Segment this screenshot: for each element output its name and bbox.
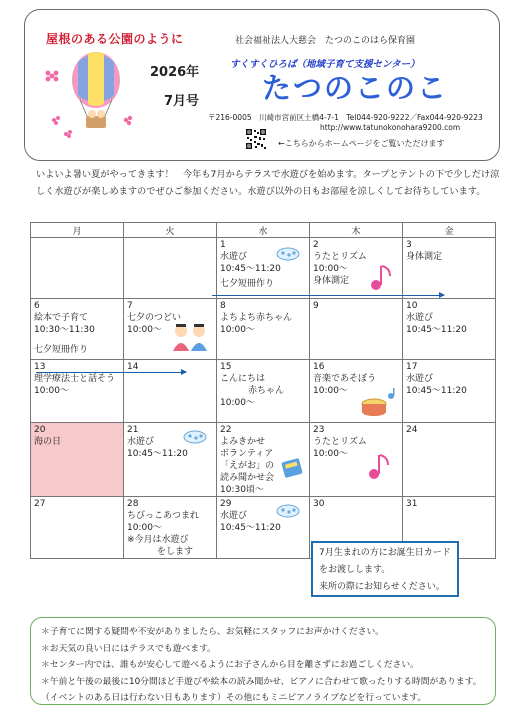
event-title: 七夕短冊作り — [220, 279, 275, 289]
event-time: 10:00～ — [220, 325, 255, 335]
event-title: 水遊び — [406, 374, 434, 384]
event-title: 音楽であそぼう — [313, 374, 377, 384]
week-row-4 — [31, 423, 496, 497]
event-time: 10:45～11:20 — [406, 386, 467, 396]
event-title: 水遊び — [127, 437, 155, 447]
weekday-wed: 水 — [217, 223, 310, 238]
event-title: 「えがお」の — [220, 461, 275, 471]
address-contact: 〒216-0005 川崎市宮前区土橋4-7-1 Tel044-920-9222／Fax044-920-9223 — [208, 113, 483, 122]
note-item: ＊センター内では、誰もが安心して遊べるようにお子さんから目を離さずにお過ごしください。 — [41, 660, 419, 670]
day-cell-22 — [217, 423, 310, 497]
event-span-arrow — [212, 295, 444, 296]
event-time: 10:45～11:20 — [406, 325, 467, 335]
event-time: 10:00～ — [34, 386, 69, 396]
day-number: 16 — [313, 362, 325, 372]
organization-name: 社会福祉法人大慈会 たつのこのはら保育園 — [235, 36, 416, 46]
event-time: 10:30頃～ — [220, 485, 264, 495]
day-number: 22 — [220, 425, 232, 435]
notice-line: 来所の際にお知らせください。 — [319, 582, 445, 592]
event-time: 10:00～ — [313, 264, 348, 274]
day-cell-10 — [403, 299, 496, 360]
event-time: 10:00～ — [127, 325, 162, 335]
event-title: 読み聞かせ会 — [220, 473, 275, 483]
notice-line: をお渡しします。 — [319, 565, 391, 575]
day-number: 17 — [406, 362, 418, 372]
weekday-mon: 月 — [31, 223, 124, 238]
day-cell-3 — [403, 238, 496, 299]
day-number: 14 — [127, 362, 139, 372]
day-number: 23 — [313, 425, 325, 435]
day-cell-8 — [217, 299, 310, 360]
day-number: 6 — [34, 301, 40, 311]
day-cell-7 — [124, 299, 217, 360]
event-title: 七夕のつどい — [127, 313, 182, 323]
balloon-illustration — [44, 46, 144, 140]
day-number: 30 — [313, 499, 325, 509]
qr-code-icon[interactable] — [245, 128, 267, 150]
event-time: 10:00～ — [220, 398, 255, 408]
day-cell-15 — [217, 360, 310, 423]
day-number: 3 — [406, 240, 412, 250]
event-title: 身体測定 — [406, 252, 443, 262]
day-cell-13 — [31, 360, 124, 423]
weekday-thu: 木 — [310, 223, 403, 238]
day-number: 29 — [220, 499, 232, 509]
event-title: うたとリズム — [313, 437, 367, 447]
birthday-card-notice — [311, 541, 459, 597]
event-time: 10:00～ — [127, 523, 162, 533]
event-title: 水遊び — [220, 252, 248, 262]
day-cell-23 — [310, 423, 403, 497]
event-title: 赤ちゃん — [248, 386, 285, 396]
day-number: 1 — [220, 240, 226, 250]
event-title: 水遊び — [220, 511, 248, 521]
event-title: 理学療法士と話そう — [34, 374, 116, 384]
day-number: 20 — [34, 425, 46, 435]
weekday-fri: 金 — [403, 223, 496, 238]
issue-month: 7月号 — [164, 94, 200, 109]
day-cell-16 — [310, 360, 403, 423]
day-cell-2 — [310, 238, 403, 299]
newsletter-title: たつのこのこ — [262, 71, 449, 105]
day-cell-9 — [310, 299, 403, 360]
music-note-icon — [368, 262, 394, 292]
water-play-icon — [275, 244, 301, 262]
day-number: 13 — [34, 362, 46, 372]
event-title: ボランティア — [220, 449, 274, 459]
note-item: ＊午前と午後の最後に10分間ほど手遊びや絵本の読み聞かせ、ピアノに合わせて歌ったりする時間があります。（イベントのある日は行わない日もあります）その他にもミニピアノライブなどを行っています。 — [41, 676, 482, 703]
event-title: うたとリズム — [313, 252, 367, 262]
event-title: 絵本で子育て — [34, 313, 89, 323]
drum-music-icon — [360, 388, 398, 416]
notice-line: 7月生まれの方にお誕生日カード — [319, 548, 451, 558]
day-cell-21 — [124, 423, 217, 497]
monthly-calendar — [30, 222, 496, 559]
hot-air-balloon-icon — [72, 52, 120, 128]
tagline: 屋根のある公園のように — [46, 32, 184, 46]
picture-book-icon — [281, 457, 305, 479]
subtitle: すくすくひろば（地域子育て支援センター） — [230, 59, 420, 70]
event-time: 10:45～11:20 — [220, 264, 281, 274]
day-number: 28 — [127, 499, 139, 509]
event-time: 10:00～ — [313, 386, 348, 396]
day-cell-17 — [403, 360, 496, 423]
event-time: 10:30～11:30 — [34, 325, 95, 335]
day-cell-empty — [124, 238, 217, 299]
note-item: ＊子育てに関する疑問や不安がありましたら、お気軽にスタッフにお声かけください。 — [41, 627, 385, 637]
event-title: よちよち赤ちゃん — [220, 313, 293, 323]
day-number: 27 — [34, 499, 46, 509]
day-number: 24 — [406, 425, 418, 435]
day-number: 10 — [406, 301, 418, 311]
issue-year: 2026年 — [150, 65, 200, 80]
event-title: ちびっこあつまれ — [127, 511, 200, 521]
day-number: 2 — [313, 240, 319, 250]
event-title: 身体測定 — [313, 276, 350, 286]
day-cell-29 — [217, 497, 310, 559]
tanabata-illustration — [170, 321, 210, 353]
day-number: 15 — [220, 362, 232, 372]
note-item: ＊お天気の良い日にはテラスでも遊べます。 — [41, 643, 216, 654]
event-title: こんにちは — [220, 374, 266, 384]
day-cell-27 — [31, 497, 124, 559]
week-row-1 — [31, 238, 496, 299]
day-cell-empty — [31, 238, 124, 299]
event-time: 10:00～ — [313, 449, 348, 459]
event-time: 10:45～11:20 — [220, 523, 281, 533]
week-row-3 — [31, 360, 496, 423]
event-title: よみきかせ — [220, 437, 266, 447]
homepage-note: ←こちらからホームページをご覧いただけます — [278, 139, 445, 148]
day-cell-1 — [217, 238, 310, 299]
event-title: 水遊び — [406, 313, 434, 323]
water-play-icon — [275, 501, 301, 519]
day-number: 21 — [127, 425, 139, 435]
music-note-icon — [366, 451, 392, 481]
weekday-header-row — [31, 223, 496, 238]
day-number: 31 — [406, 499, 418, 509]
weekday-tue: 火 — [124, 223, 217, 238]
water-play-icon — [182, 427, 208, 445]
week-row-2 — [31, 299, 496, 360]
day-cell-14 — [124, 360, 217, 423]
day-cell-28 — [124, 497, 217, 559]
day-number: 8 — [220, 301, 226, 311]
day-cell-6 — [31, 299, 124, 360]
intro-paragraph: いよいよ暑い夏がやってきます！ 今年も7月からテラスで水遊びを始めます。タープとテントの下で少しだけ涼しく水遊びが楽しめますのでぜひご参加ください。水遊び以外の日もお部屋を涼しくしてお待ちしています。 — [36, 169, 500, 197]
event-title: 七夕短冊作り — [34, 345, 89, 355]
day-number: 9 — [313, 301, 319, 311]
event-note: ※今月は水遊び — [127, 535, 189, 545]
event-span-arrow — [36, 372, 186, 373]
holiday-name: 海の日 — [34, 437, 62, 447]
day-cell-20-holiday — [31, 423, 124, 497]
event-note: をします — [157, 547, 194, 557]
footer-notes — [30, 617, 496, 705]
event-time: 10:45～11:20 — [127, 449, 188, 459]
day-cell-24 — [403, 423, 496, 497]
website-url[interactable]: http://www.tatunokonohara9200.com — [320, 123, 461, 132]
day-number: 7 — [127, 301, 133, 311]
